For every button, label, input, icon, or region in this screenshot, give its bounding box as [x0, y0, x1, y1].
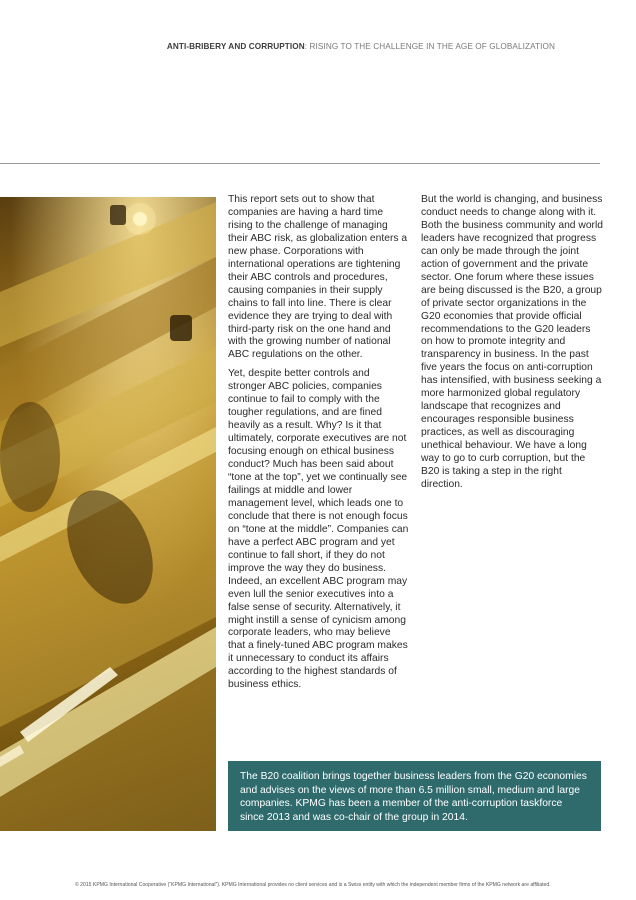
paragraph: But the world is changing, and business conduct needs to change along with it. Both the business community and world leaders have recognized that progress can only be made through the joint action of government and the private sector. One forum where these issues are being discussed is the B20, a group of private sector organizations in the G20 economies that provide official recommendations to the G20 leaders on how to promote integrity and transparency in business. In the past five years the focus on anti-corruption has intensified, with business seeking a more harmonized global regulatory landscape that recognizes and encourages responsible business practices, as well as discouraging unethical behaviour. We have a long way to go to curb corruption, but the B20 is taking a step in the right direction.: [421, 194, 604, 490]
running-header-title: ANTI-BRIBERY AND CORRUPTION: [166, 42, 305, 51]
running-header-subtitle: : RISING TO THE CHALLENGE IN THE AGE OF GLOBALIZATION: [304, 42, 555, 51]
callout-text: The B20 coalition brings together business leaders from the G20 economies and advises on the views of more than 6.5 million small, medium and large companies. KPMG has been a member of the anti-corruption taskforce since 2013 and was co-chair of the group in 2014.: [240, 771, 587, 823]
paragraph: Yet, despite better controls and stronger ABC policies, companies continue to fail to comply with the tougher regulations, and are fined heavily as a result. Why? Is it that ultimately, corporate executives are not focusing enough on ethical business conduct? Much has been said about “tone at the top”, yet we continually see failings at middle and lower management level, which leads one to conclude that there is not enough focus on “tone at the middle”. Companies can have a perfect ABC program and yet continue to fall short, if they do not improve the way they do business. Indeed, an excellent ABC program may even lull the senior executives into a false sense of security. Alternatively, it might instill a sense of cynicism among corporate leaders, who may believe that a finely-tuned ABC program makes it unnecessary to conduct its affairs according to the highest standards of business ethics.: [228, 368, 409, 691]
horizontal-divider: [0, 163, 600, 164]
callout-box: [228, 761, 601, 831]
body-column-left: [228, 194, 410, 698]
staircase-photo: [0, 197, 216, 831]
copyright-footer: © 2015 KPMG International Cooperative (“KPMG International”). KPMG International provides no client services and is a Swiss entity with which the independent member firms of the KPMG network are affiliated.: [75, 882, 551, 888]
body-column-right: [421, 194, 603, 498]
running-header: [167, 42, 555, 51]
staircase-illustration: [0, 197, 216, 831]
paragraph: This report sets out to show that companies are having a hard time rising to the challenge of managing their ABC risk, as globalization enters a new phase. Corporations with international operations are tightening their ABC controls and procedures, causing companies in their supply chains to fall into line. There is clear evidence they are trying to deal with third-party risk on the one hand and with the growing number of national ABC regulations on the other.: [228, 194, 408, 361]
